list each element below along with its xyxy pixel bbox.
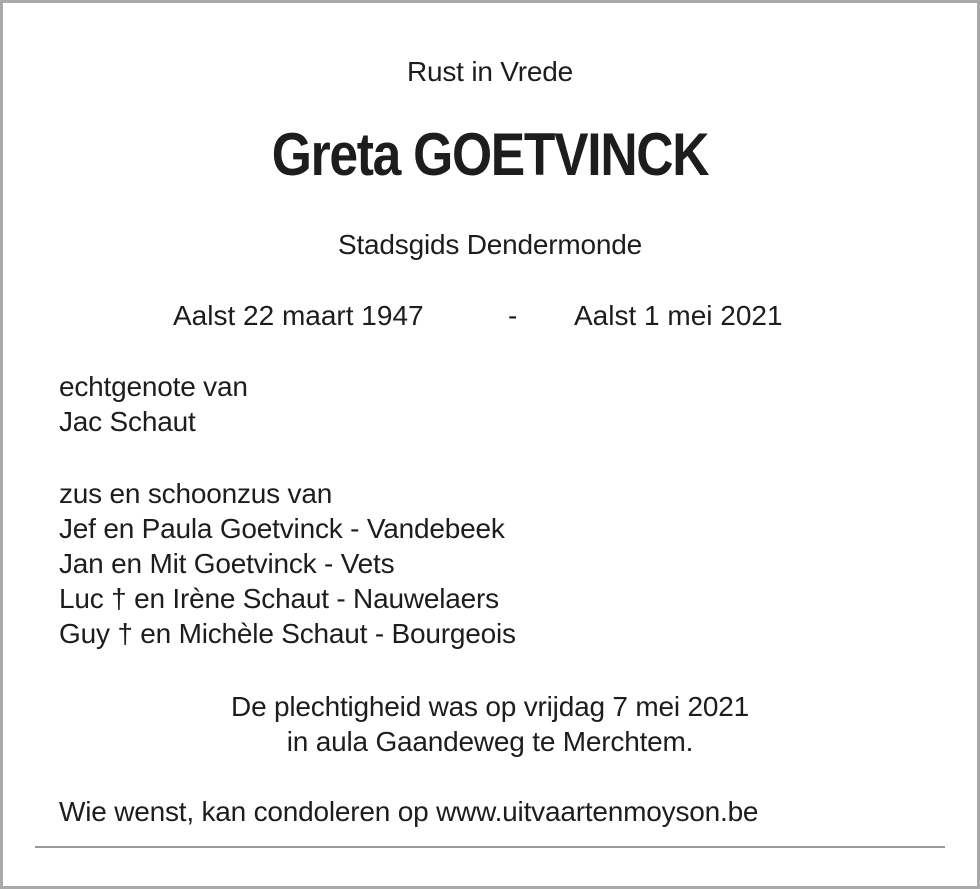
sibling-line: Luc † en Irène Schaut - Nauwelaers: [59, 583, 499, 614]
ceremony-line-1: De plechtigheid was op vrijdag 7 mei 2021: [231, 691, 749, 722]
deceased-name: Greta GOETVINCK: [271, 121, 709, 188]
sibling-line: Guy † en Michèle Schaut - Bourgeois: [59, 618, 516, 649]
spouse-intro: echtgenote van: [59, 371, 248, 402]
siblings-intro: zus en schoonzus van: [59, 478, 333, 509]
spouse-name: Jac Schaut: [59, 406, 196, 437]
birth-date: Aalst 22 maart 1947: [173, 300, 424, 331]
sibling-line: Jan en Mit Goetvinck - Vets: [59, 548, 395, 579]
ceremony-line-2: in aula Gaandeweg te Merchtem.: [286, 726, 694, 757]
date-separator: -: [508, 300, 518, 331]
bottom-divider: [35, 846, 945, 848]
condolence-text: Wie wenst, kan condoleren op www.uitvaartenmoyson.be: [59, 796, 759, 827]
sibling-line: Jef en Paula Goetvinck - Vandebeek: [59, 513, 505, 544]
header-text: Rust in Vrede: [406, 56, 573, 87]
life-dates: [0, 298, 980, 334]
death-date: Aalst 1 mei 2021: [574, 300, 783, 331]
occupation: Stadsgids Dendermonde: [338, 229, 642, 260]
